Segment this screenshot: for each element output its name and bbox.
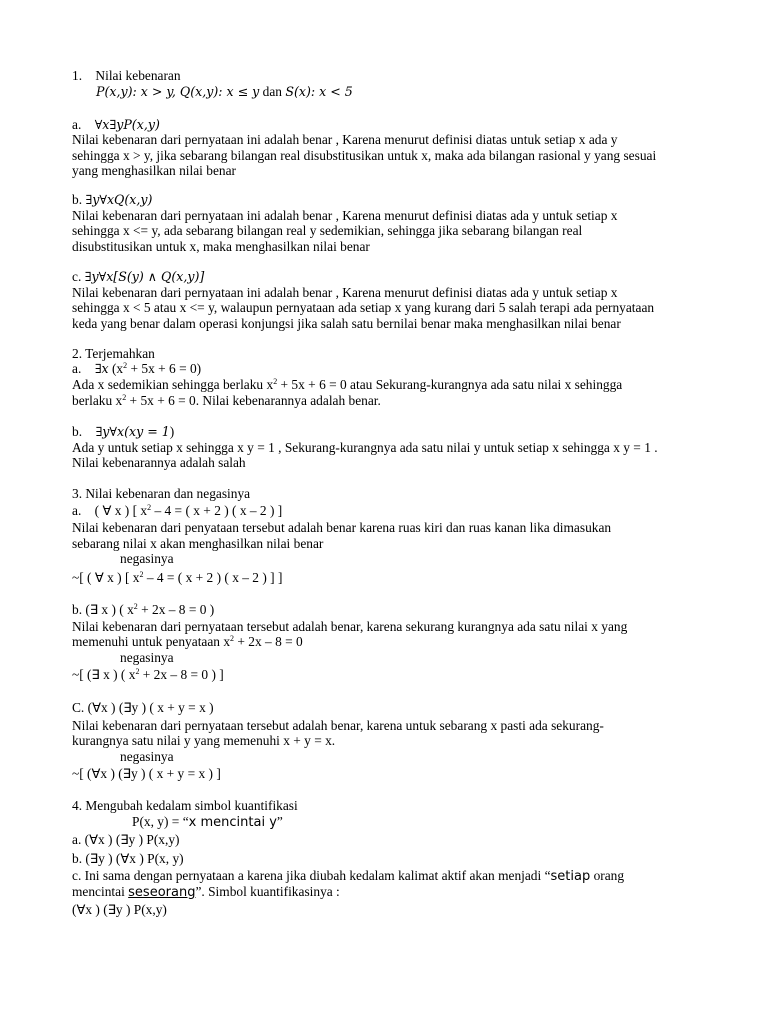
section-1c-heading: c. ∃y∀x[S(y) ∧ Q(x,y)] <box>72 269 205 284</box>
forall-symbol: ∀ <box>120 852 130 867</box>
exists-symbol: ∃ <box>120 833 129 848</box>
section-1a-heading: a. ∀x∃yP(x,y) <box>72 117 160 132</box>
formula-1c: ∃y∀x[S(y) ∧ Q(x,y)] <box>84 269 205 284</box>
section-4-title: 4. Mengubah kedalam simbol kuantifikasi <box>72 798 298 813</box>
section-1-title: 1. Nilai kebenaran <box>72 68 181 83</box>
paragraph-line: memenuhi untuk penyataan $x^2 + 2x - 8 = 0$ <box>72 634 303 649</box>
paragraph-line: sehingga x <= y, ada sebarang bilangan real y sedemikian, sehingga jika sebarang bilangan real <box>72 223 583 238</box>
negation-label: negasinya <box>120 650 174 665</box>
paragraph-line: disubstitusikan untuk x, maka menghasilkan nilai benar <box>72 239 370 254</box>
paragraph-line: Ada x sedemikian sehingga berlaku $x^2 + 5x + 6 = 0$ atau Sekurang-kurangnya ada satu nilai x sehingga <box>72 377 623 392</box>
paragraph-line: sehingga x < 5 atau x <= y, walaupun pernyataan ada setiap x yang kurang dari 5 salah terapi ada pernyataan <box>72 300 655 315</box>
exists-symbol: ∃ <box>122 767 131 782</box>
paragraph-line: sehingga x > y, jika sebarang bilangan real disubstitusikan untuk x, maka ada bilangan rasional y yang sesuai <box>72 148 657 163</box>
paragraph-line: mencintai seseorang”. Simbol kuantifikasinya : <box>72 884 340 900</box>
paragraph-line: Nilai kebenaran dari penyataan tersebut adalah benar karena ruas kiri dan ruas kanan lika dimasukan <box>72 520 612 535</box>
paragraph-line: kurangnya satu nilai y yang memenuhi x + y = x. <box>72 733 336 748</box>
section-4c-formula: (∀x ) (∃y ) P(x,y) <box>72 902 167 918</box>
forall-symbol: ∀ <box>94 571 104 586</box>
section-3a-negation: ~[ ( ∀ x ) [ $x^2 - 4$ = ( x + 2 ) ( x – 2 ) ] ] <box>72 570 283 586</box>
section-1-definitions: P(x,y): x > y, Q(x,y): x ≤ y dan S(x): x < 5 <box>96 84 353 99</box>
paragraph-line: Nilai kebenarannya adalah salah <box>72 455 246 470</box>
section-3b-negation: ~[ (∃ x ) ( $x^2 + 2x - 8 = 0$ ) ] <box>72 667 224 683</box>
paragraph-line: Nilai kebenaran dari pernyataan tersebut adalah benar, karena untuk sebarang x pasti ada sekurang- <box>72 718 604 733</box>
formula-2b: ∃y∀x(xy = 1 <box>95 424 170 439</box>
formula-1b: ∃y∀xQ(x,y) <box>85 192 153 207</box>
negation-label: negasinya <box>120 749 174 764</box>
section-3a-statement: a. ( ∀ x ) [ $x^2 - 4$ = ( x + 2 ) ( x – 2 ) ] <box>72 503 283 519</box>
negation-label: negasinya <box>120 551 174 566</box>
paragraph-line: sebarang nilai x akan menghasilkan nilai benar <box>72 536 324 551</box>
section-2b-heading: b. ∃y∀x(xy = 1) <box>72 424 175 439</box>
exists-symbol: ∃ <box>89 852 99 867</box>
paragraph-line: Nilai kebenaran dari pernyataan ini adalah benar , Karena menurut definisi diatas ada y untuk setiap x <box>72 285 618 300</box>
paragraph-line: keda yang benar dalam operasi konjungsi jika salah satu bernilai benar maka menghasilkan nilai benar <box>72 316 621 331</box>
exists-symbol: ∃ <box>107 903 116 918</box>
exists-symbol: ∃ <box>89 603 99 618</box>
formula-1a: ∀x∃yP(x,y) <box>94 117 160 132</box>
section-2-title: 2. Terjemahkan <box>72 346 155 361</box>
forall-symbol: ∀ <box>102 504 112 519</box>
paragraph-line: yang menghasilkan nilai benar <box>72 163 236 178</box>
section-4b: b. (∃y ) (∀x ) P(x, y) <box>72 851 184 867</box>
exists-symbol: ∃ <box>123 701 132 716</box>
section-2a-heading: a. ∃x $(x^2 + 5x + 6 = 0)$ <box>72 361 202 376</box>
forall-symbol: ∀ <box>91 767 101 782</box>
paragraph-line: Nilai kebenaran dari pernyataan ini adalah benar , Karena menurut definisi diatas ada y untuk setiap x <box>72 208 618 223</box>
forall-symbol: ∀ <box>92 701 101 716</box>
predicate-s-definition: S(x): x < 5 <box>285 84 353 99</box>
exists-symbol: ∃ <box>91 668 100 683</box>
paragraph-line: Nilai kebenaran dari pernyataan ini adalah benar , Karena menurut definisi diatas untuk setiap x ada y <box>72 132 618 147</box>
paragraph-line: Ada y untuk setiap x sehingga x y = 1 , Sekurang-kurangnya ada satu nilai y untuk setiap x sehingga x y = 1 . <box>72 440 658 455</box>
section-1b-heading: b. ∃y∀xQ(x,y) <box>72 192 153 207</box>
forall-symbol: ∀ <box>76 903 86 918</box>
formula-2a-quantifier: ∃x <box>94 361 109 376</box>
section-3-title: 3. Nilai kebenaran dan negasinya <box>72 486 251 501</box>
forall-symbol: ∀ <box>89 833 99 848</box>
section-4a: a. (∀x ) (∃y ) P(x,y) <box>72 832 180 848</box>
paragraph-line: berlaku $x^2 + 5x + 6 = 0$. Nilai kebenarannya adalah benar. <box>72 393 381 408</box>
paragraph-line: Nilai kebenaran dari pernyataan tersebut adalah benar, karena sekurang kurangnya ada satu nilai x yang <box>72 619 628 634</box>
section-3c-negation: ~[ (∀x ) (∃y ) ( x + y = x ) ] <box>72 766 221 782</box>
predicate-p-definition: P(x, y) = “x mencintai y” <box>132 814 283 830</box>
section-3c-statement: C. (∀x ) (∃y ) ( x + y = x ) <box>72 700 214 716</box>
section-3b-statement: b. (∃ x ) ( $x^2 + 2x - 8 = 0$ ) <box>72 602 215 618</box>
paragraph-line: c. Ini sama dengan pernyataan a karena jika diubah kedalam kalimat aktif akan menjadi “setiap orang <box>72 868 625 884</box>
predicate-definitions: P(x,y): x > y, Q(x,y): x ≤ y <box>96 84 260 99</box>
